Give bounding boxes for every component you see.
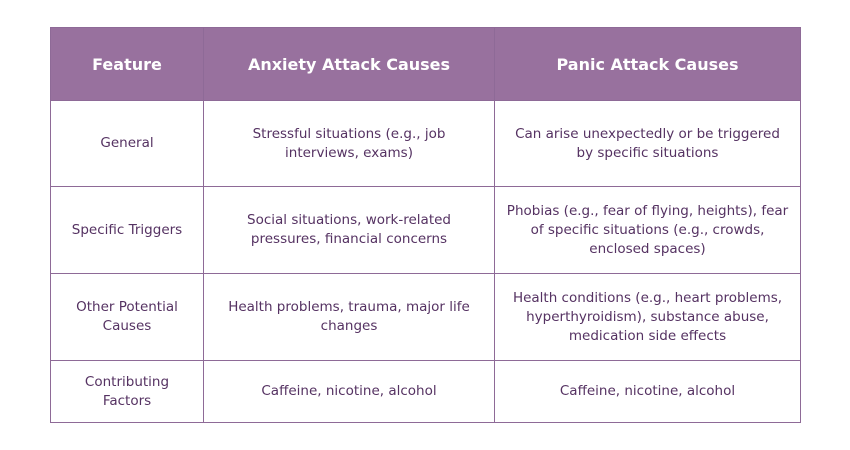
panic-cause-cell: Phobias (e.g., fear of flying, heights), fear of specific situations (e.g., crowds, enclosed spaces) [495,187,801,274]
header-row [51,28,801,101]
table-row [51,101,801,187]
feature-cell: Other Potential Causes [51,274,204,361]
header-anxiety-causes: Anxiety Attack Causes [204,28,495,101]
table-row [51,187,801,274]
comparison-table [50,27,801,423]
panic-cause-cell: Caffeine, nicotine, alcohol [495,361,801,423]
table-row [51,274,801,361]
panic-cause-cell: Can arise unexpectedly or be triggered by specific situations [495,101,801,187]
header-feature: Feature [51,28,204,101]
panic-cause-cell: Health conditions (e.g., heart problems, hyperthyroidism), substance abuse, medication side effects [495,274,801,361]
feature-cell: General [51,101,204,187]
anxiety-cause-cell: Caffeine, nicotine, alcohol [204,361,495,423]
anxiety-cause-cell: Stressful situations (e.g., job interviews, exams) [204,101,495,187]
anxiety-cause-cell: Social situations, work-related pressures, financial concerns [204,187,495,274]
anxiety-cause-cell: Health problems, trauma, major life changes [204,274,495,361]
header-panic-causes: Panic Attack Causes [495,28,801,101]
feature-cell: Contributing Factors [51,361,204,423]
table-row [51,361,801,423]
feature-cell: Specific Triggers [51,187,204,274]
